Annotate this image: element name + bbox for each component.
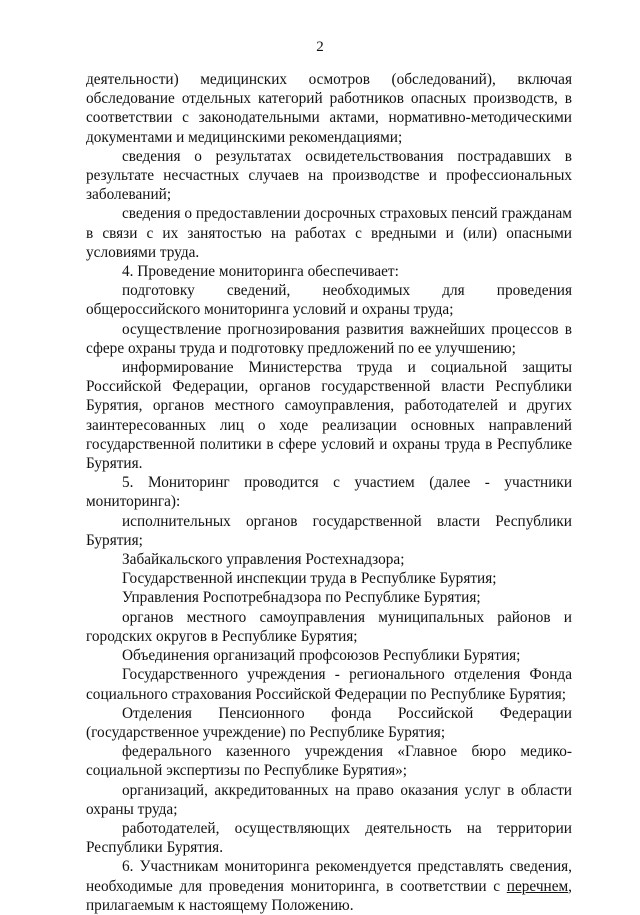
list-item: органов местного самоуправления муниципальных районов и городских округов в Республике Бурятия; xyxy=(86,608,572,645)
list-item: работодателей, осуществляющих деятельность на территории Республики Бурятия. xyxy=(86,819,572,857)
list-item: Объединения организаций профсоюзов Республики Бурятия; xyxy=(122,647,521,665)
list-item: Отделения Пенсионного фонда Российской Федерации (государственное учреждение) по Республике Бурятия; xyxy=(86,704,572,741)
list-item: Управления Роспотребнадзора по Республике Бурятия; xyxy=(122,589,481,607)
paragraph: подготовку сведений, необходимых для проведения общероссийского мониторинга условий и охраны труда; xyxy=(86,282,572,319)
paragraph: деятельности) медицинских осмотров (обследований), включая обследование отдельных категорий работников опасных производств, в соответствии с законодательными актами, нормативно-методическими документами и медицинскими рекомендациями; xyxy=(86,71,572,146)
list-item: федерального казенного учреждения «Главное бюро медико-социальной экспертизы по Республике Бурятия»; xyxy=(86,743,572,780)
page-number: 2 xyxy=(316,39,324,55)
list-item: исполнительных органов государственной власти Республики Бурятия; xyxy=(86,512,572,549)
list-item: Забайкальского управления Ростехнадзора; xyxy=(122,551,405,569)
perechen-link[interactable]: перечнем xyxy=(506,877,569,895)
section-heading: 4. Проведение мониторинга обеспечивает: xyxy=(122,263,399,281)
paragraph: сведения о предоставлении досрочных страховых пенсий гражданам в связи с их занятостью на работах с вредными и (или) опасными условиями труда. xyxy=(86,205,572,261)
document-body xyxy=(86,70,572,915)
paragraph xyxy=(86,857,572,915)
list-item: Государственного учреждения - регионального отделения Фонда социального страхования Российской Федерации по Республике Бурятия; xyxy=(86,666,572,703)
list-item: организаций, аккредитованных на право оказания услуг в области охраны труда; xyxy=(86,781,572,818)
paragraph: сведения о результатах освидетельствования пострадавших в результате несчастных случаев на производстве и профессиональных заболеваний; xyxy=(86,147,572,204)
paragraph-text: , прилагаемым к настоящему Положению. xyxy=(86,877,572,914)
paragraph: информирование Министерства труда и социальной защиты Российской Федерации, органов государственной власти Республики Бурятия, органов местного самоуправления, работодателей и других заинтересованных лиц о ходе реализации основных направлений государственной политики в сфере условий и охраны труда в Республике Бурятия. xyxy=(86,359,572,473)
paragraph: 5. Мониторинг проводится с участием (далее - участники мониторинга): xyxy=(86,474,572,511)
list-item: Государственной инспекции труда в Республике Бурятия; xyxy=(122,570,497,588)
paragraph-text: 6. Участникам мониторинга рекомендуется представлять сведения, необходимые для проведения мониторинга, в соответствии с xyxy=(86,858,572,895)
paragraph: осуществление прогнозирования развития важнейших процессов в сфере охраны труда и подготовку предложений по ее улучшению; xyxy=(86,320,572,357)
